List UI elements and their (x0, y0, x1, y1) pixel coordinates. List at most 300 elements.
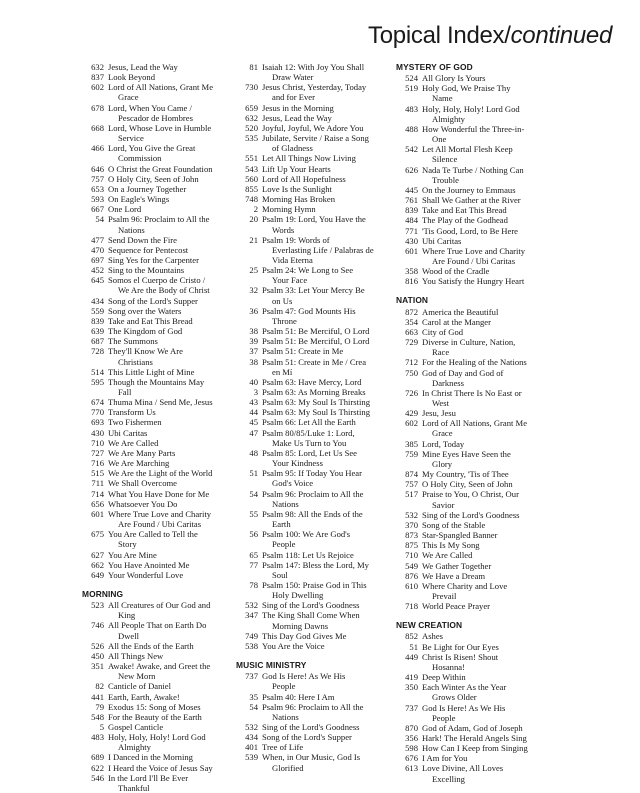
index-entry (396, 124, 546, 144)
hymn-title: Holy, Holy, Holy! Lord God (422, 103, 520, 114)
hymn-title: Whatsoever You Do (108, 498, 178, 509)
hymn-title-continued: Holy Dwelling (272, 590, 324, 601)
index-entry (82, 235, 232, 245)
index-entry (236, 123, 386, 133)
index-entry (82, 773, 232, 793)
hymn-number: 430 (405, 235, 418, 246)
index-entry (396, 530, 546, 540)
hymn-number: 593 (91, 194, 104, 205)
index-entry (396, 307, 546, 317)
hymn-number: 350 (405, 682, 418, 693)
hymn-title: Psalm 63: My Soul Is Thirsting (262, 397, 370, 408)
index-entry (82, 560, 232, 570)
index-entry (82, 489, 232, 499)
hymn-title: We Are Many Parts (108, 447, 176, 458)
hymn-title: Star-Spangled Banner (422, 530, 498, 541)
index-entry (236, 184, 386, 194)
hymn-title: You Have Anointed Me (108, 559, 190, 570)
hymn-number: 484 (405, 215, 418, 226)
index-entry (396, 642, 546, 652)
hymn-number: 543 (245, 163, 258, 174)
index-entry (82, 529, 232, 549)
hymn-number: 687 (91, 336, 104, 347)
index-entry (236, 336, 386, 346)
hymn-number: 676 (405, 753, 418, 764)
hymn-number: 646 (91, 163, 104, 174)
hymn-title: O Holy City, Seen of John (422, 479, 513, 490)
hymn-number: 21 (249, 234, 258, 245)
index-entry (82, 651, 232, 661)
index-entry (82, 499, 232, 509)
hymn-number: 632 (91, 62, 104, 72)
hymn-title: We Are the Light of the World (108, 468, 213, 479)
index-entry (396, 226, 546, 236)
index-entry (396, 144, 546, 164)
hymn-number: 32 (249, 285, 258, 296)
hymn-title-continued: Your Face (272, 275, 308, 286)
hymn-number: 876 (405, 570, 418, 581)
hymn-title: All People That on Earth Do (108, 620, 207, 631)
hymn-number: 737 (245, 671, 258, 682)
hymn-number: 385 (405, 438, 418, 449)
index-entry (396, 550, 546, 560)
hymn-number: 870 (405, 722, 418, 733)
hymn-number: 38 (249, 356, 258, 367)
index-entry (236, 357, 386, 377)
hymn-title: Where True Love and Charity (108, 508, 212, 519)
hymn-title: Psalm 66: Let All the Earth (262, 417, 356, 428)
hymn-title: You Satisfy the Hungry Heart (422, 276, 525, 287)
hymn-title-continued: God's Voice (272, 478, 314, 489)
hymn-title: Psalm 33: Let Your Mercy Be (262, 285, 365, 296)
index-entry (396, 73, 546, 83)
hymn-title: Love Is the Sunlight (262, 183, 332, 194)
hymn-title-continued: Grace (432, 428, 453, 439)
topic-heading: NATION (396, 295, 429, 306)
hymn-title-continued: Trouble (432, 174, 459, 185)
hymn-number: 532 (245, 600, 258, 611)
hymn-title: Look Beyond (108, 72, 156, 83)
index-entry (236, 214, 386, 234)
hymn-number: 659 (245, 102, 258, 113)
hymn-title-continued: Earth (272, 519, 291, 530)
hymn-number: 759 (405, 448, 418, 459)
hymn-title-continued: Dwell (118, 630, 140, 641)
hymn-title: Canticle of Daniel (108, 681, 171, 692)
hymn-number: 25 (249, 265, 258, 276)
index-entry (396, 682, 546, 702)
index-entry (82, 377, 232, 397)
index-entry (236, 580, 386, 600)
hymn-title: Psalm 85: Lord, Let Us See (262, 447, 357, 458)
hymn-number: 81 (249, 62, 258, 72)
hymn-title-continued: Nations (272, 498, 299, 509)
hymn-title: How Can I Keep from Singing (422, 743, 528, 754)
hymn-number: 51 (409, 641, 418, 652)
hymn-number: 51 (249, 468, 258, 479)
index-entry (82, 661, 232, 681)
index-entry (236, 133, 386, 153)
hymn-title: City of God (422, 326, 464, 337)
hymn-title-continued: on Us (272, 295, 293, 306)
hymn-number: 520 (245, 122, 258, 133)
index-entry (82, 316, 232, 326)
index-entry (236, 153, 386, 163)
hymn-title: Thuma Mina / Send Me, Jesus (108, 397, 213, 408)
index-entry (82, 143, 232, 163)
index-entry (236, 265, 386, 285)
hymn-title-continued: Words (272, 224, 295, 235)
hymn-title: Lord of All Nations, Grant Me (422, 418, 528, 429)
index-entry (82, 509, 232, 529)
hymn-number: 44 (249, 407, 258, 418)
hymn-title: Psalm 147: Bless the Lord, My (262, 559, 369, 570)
index-entry (396, 652, 546, 672)
hymn-title-continued: Glorified (272, 762, 304, 773)
hymn-number: 595 (91, 376, 104, 387)
index-entry (82, 458, 232, 468)
hymn-number: 697 (91, 254, 104, 265)
hymn-title: Sing to the Mountains (108, 265, 185, 276)
hymn-title: Your Wonderful Love (108, 569, 184, 580)
hymn-number: 839 (91, 315, 104, 326)
index-entry (82, 336, 232, 346)
hymn-title-continued: West (432, 398, 449, 408)
hymn-title-continued: Story (118, 539, 137, 550)
index-entry (82, 184, 232, 194)
hymn-title: Morning Has Broken (262, 194, 336, 205)
index-entry (82, 346, 232, 366)
index-entry (236, 285, 386, 305)
hymn-title: All the Ends of the Earth (108, 640, 194, 651)
index-entry (82, 417, 232, 427)
hymn-title: For the Beauty of the Earth (108, 711, 202, 722)
index-entry (236, 468, 386, 488)
hymn-number: 450 (91, 650, 104, 661)
hymn-number: 770 (91, 407, 104, 418)
hymn-number: 542 (405, 144, 418, 155)
hymn-number: 78 (249, 579, 258, 590)
title-main: Topical Index/ (368, 22, 511, 49)
index-entry (396, 601, 546, 611)
index-entry (396, 388, 546, 408)
hymn-number: 875 (405, 540, 418, 551)
index-entry (396, 571, 546, 581)
hymn-title: Jesus Christ, Yesterday, Today (262, 82, 367, 93)
index-entry (236, 529, 386, 549)
hymn-title: Somos el Cuerpo de Cristo / (108, 275, 206, 286)
hymn-number: 560 (245, 173, 258, 184)
index-entry (396, 418, 546, 438)
index-entry (82, 438, 232, 448)
index-entry (236, 428, 386, 448)
hymn-number: 627 (91, 549, 104, 560)
hymn-title: America the Beautiful (422, 306, 499, 317)
hymn-number: 551 (245, 153, 258, 164)
hymn-number: 434 (91, 295, 104, 306)
hymn-title: O Holy City, Seen of John (108, 173, 199, 184)
hymn-title: Jubilate, Servite / Raise a Song (262, 133, 369, 144)
index-entry (396, 753, 546, 763)
hymn-number: 519 (405, 83, 418, 94)
hymn-title-continued: Draw Water (272, 72, 314, 83)
hymn-title: Lord, When You Came / (108, 102, 192, 113)
index-entry (82, 620, 232, 640)
hymn-number: 749 (245, 630, 258, 641)
index-entry (396, 520, 546, 530)
hymn-title-continued: of Gladness (272, 143, 313, 154)
hymn-title: I Am for You (422, 753, 468, 764)
index-entry (236, 550, 386, 560)
index-entry (236, 600, 386, 610)
hymn-number: 515 (91, 468, 104, 479)
hymn-title-continued: Fall (118, 387, 132, 397)
hymn-title: World Peace Prayer (422, 601, 491, 612)
hymn-title: For the Healing of the Nations (422, 357, 527, 368)
index-entry (82, 367, 232, 377)
hymn-title-continued: Thankful (118, 782, 150, 793)
index-entry (82, 275, 232, 295)
hymn-number: 36 (249, 305, 258, 316)
hymn-number: 55 (249, 508, 258, 519)
hymn-title: When, in Our Music, God Is (262, 752, 361, 763)
hymn-number: 675 (91, 529, 104, 540)
index-entry (82, 722, 232, 732)
hymn-number: 730 (245, 82, 258, 93)
hymn-number: 39 (249, 336, 258, 347)
index-entry (396, 723, 546, 733)
index-entry (396, 469, 546, 479)
hymn-title: We Are Called (422, 550, 473, 561)
hymn-title: Psalm 96: Proclaim to All the (262, 701, 364, 712)
index-entry (82, 763, 232, 773)
hymn-title: Psalm 63: Have Mercy, Lord (262, 376, 362, 387)
hymn-title: God Is Here! As We His (262, 671, 346, 682)
hymn-title-continued: Your Kindness (272, 458, 323, 469)
hymn-number: 602 (91, 82, 104, 93)
hymn-number: 748 (245, 194, 258, 205)
hymn-title-continued: Prevail (432, 590, 457, 601)
hymn-title: Psalm 96: Proclaim to All the (108, 214, 210, 225)
hymn-number: 351 (91, 661, 104, 672)
index-entry (236, 631, 386, 641)
hymn-title: Psalm 19: Lord, You Have the (262, 214, 366, 225)
hymn-title: We Are Marching (108, 458, 170, 469)
hymn-number: 356 (405, 733, 418, 743)
hymn-number: 816 (405, 276, 418, 287)
hymn-title: Psalm 19: Words of (262, 234, 330, 245)
hymn-title: Exodus 15: Song of Moses (108, 701, 201, 712)
hymn-number: 48 (249, 447, 258, 458)
topic-heading: NEW CREATION (396, 620, 463, 631)
hymn-number: 523 (91, 600, 104, 611)
index-entry (82, 732, 232, 752)
hymn-title: In the Lord I'll Be Ever (108, 772, 189, 783)
hymn-title-continued: King (118, 610, 136, 621)
hymn-number: 429 (405, 408, 418, 419)
index-entry (82, 72, 232, 82)
hymn-number: 2 (253, 204, 258, 215)
hymn-title: Christ Is Risen! Shout (422, 651, 499, 662)
hymn-number: 483 (405, 103, 418, 114)
index-entry (82, 468, 232, 478)
index-entry (236, 489, 386, 509)
index-entry (82, 245, 232, 255)
hymn-title: Tree of Life (262, 742, 304, 753)
hymn-number: 20 (249, 214, 258, 225)
hymn-title-continued: Silence (432, 154, 458, 165)
hymn-title: Transform Us (108, 407, 156, 418)
hymn-number: 727 (91, 447, 104, 458)
hymn-title-continued: Nations (272, 711, 299, 722)
hymn-title: Psalm 100: We Are God's (262, 529, 351, 540)
hymn-title: Two Fishermen (108, 417, 162, 428)
hymn-title: Carol at the Manger (422, 316, 491, 327)
hymn-number: 613 (405, 763, 418, 774)
hymn-number: 714 (91, 488, 104, 499)
hymn-title: Wood of the Cradle (422, 266, 490, 277)
hymn-number: 761 (405, 195, 418, 206)
index-entry (236, 306, 386, 326)
hymn-number: 54 (95, 214, 104, 225)
index-entry (236, 164, 386, 174)
hymn-number: 47 (249, 427, 258, 438)
hymn-number: 452 (91, 265, 104, 276)
hymn-title: How Wonderful the Three-in- (422, 123, 525, 134)
hymn-title-continued: and for Ever (272, 92, 315, 103)
hymn-number: 539 (245, 752, 258, 763)
hymn-number: 737 (405, 702, 418, 713)
hymn-title-continued: Are Found / Ubi Caritas (118, 519, 202, 530)
hymn-title: This Is My Song (422, 540, 480, 551)
hymn-title: All Glory Is Yours (422, 73, 486, 84)
hymn-title: Deep Within (422, 672, 466, 683)
hymn-number: 757 (91, 173, 104, 184)
index-entry (82, 174, 232, 184)
hymn-title: Psalm 80/85/Luke 1: Lord, (262, 427, 355, 438)
hymn-number: 546 (91, 772, 104, 783)
index-entry (82, 712, 232, 722)
hymn-title: Take and Eat This Bread (108, 315, 193, 326)
hymn-number: 689 (91, 752, 104, 763)
hymn-title: In Christ There Is No East or (422, 387, 522, 398)
index-entry (396, 205, 546, 215)
hymn-title: Lord of All Nations, Grant Me (108, 82, 214, 93)
hymn-title-continued: Almighty (118, 742, 151, 753)
hymn-title: Psalm 63: My Soul Is Thirsting (262, 407, 370, 418)
index-entry (396, 479, 546, 489)
hymn-title-continued: Grace (118, 92, 139, 103)
hymn-number: 610 (405, 580, 418, 591)
hymn-number: 662 (91, 559, 104, 570)
hymn-number: 483 (91, 732, 104, 743)
hymn-title: Sequence for Pentecost (108, 244, 189, 255)
hymn-number: 434 (245, 732, 258, 743)
hymn-number: 419 (405, 672, 418, 683)
hymn-title: Shall We Gather at the River (422, 195, 521, 206)
hymn-title: Sing Yes for the Carpenter (108, 254, 199, 265)
index-entry (236, 671, 386, 691)
index-entry (82, 326, 232, 336)
hymn-title: Where Charity and Love (422, 580, 508, 591)
hymn-title: Psalm 95: If Today You Hear (262, 468, 362, 479)
hymn-number: 663 (405, 326, 418, 337)
hymn-number: 601 (91, 508, 104, 519)
hymn-number: 358 (405, 266, 418, 277)
hymn-number: 771 (405, 225, 418, 236)
hymn-title: You Are Called to Tell the (108, 529, 198, 540)
hymn-title: This Little Light of Mine (108, 366, 195, 377)
hymn-title-continued: People (272, 681, 296, 692)
index-entry (82, 448, 232, 458)
index-entry (82, 164, 232, 174)
hymn-title-continued: Christians (118, 356, 153, 367)
hymn-title: What You Have Done for Me (108, 488, 210, 499)
index-entry (236, 722, 386, 732)
hymn-number: 874 (405, 469, 418, 480)
hymn-number: 602 (405, 418, 418, 429)
hymn-number: 674 (91, 397, 104, 408)
hymn-title: I Heard the Voice of Jesus Say (108, 762, 213, 773)
hymn-number: 466 (91, 143, 104, 154)
hymn-number: 37 (249, 346, 258, 357)
hymn-title-continued: Commission (118, 153, 162, 164)
hymn-number: 757 (405, 479, 418, 490)
index-entry (236, 326, 386, 336)
hymn-title: Psalm 63: As Morning Breaks (262, 387, 366, 397)
hymn-title: Song of the Lord's Supper (262, 732, 352, 743)
hymn-number: 370 (405, 519, 418, 530)
hymn-title: Let All Mortal Flesh Keep (422, 144, 513, 155)
hymn-title: On the Journey to Emmaus (422, 184, 516, 195)
index-entry (396, 489, 546, 509)
hymn-number: 712 (405, 357, 418, 368)
hymn-title-continued: Nations (118, 224, 145, 235)
index-entry (82, 62, 232, 72)
hymn-number: 477 (91, 234, 104, 245)
index-entry (396, 561, 546, 571)
hymn-title-continued: Hosanna! (432, 661, 465, 672)
hymn-title: Song of the Lord's Supper (108, 295, 198, 306)
index-entry (396, 357, 546, 367)
index-entry (236, 397, 386, 407)
hymn-title: Jesus, Lead the Way (262, 112, 332, 123)
hymn-title: Lift Up Your Hearts (262, 163, 331, 174)
hymn-title: We Are Called (108, 437, 159, 448)
hymn-title-continued: Pescador de Hombres (118, 112, 193, 123)
index-entry (396, 236, 546, 246)
hymn-number: 532 (245, 722, 258, 732)
index-entry (236, 113, 386, 123)
hymn-number: 56 (249, 529, 258, 540)
hymn-title: Morning Hymn (262, 204, 316, 215)
index-entry (82, 692, 232, 702)
hymn-number: 526 (91, 640, 104, 651)
hymn-title: This Day God Gives Me (262, 630, 347, 641)
index-entry (396, 266, 546, 276)
hymn-number: 535 (245, 133, 258, 144)
index-entry (396, 672, 546, 682)
hymn-number: 43 (249, 397, 258, 408)
hymn-title: The Kingdom of God (108, 326, 183, 337)
index-entry (236, 641, 386, 651)
hymn-number: 441 (91, 691, 104, 702)
hymn-number: 668 (91, 122, 104, 133)
hymn-title: Gospel Canticle (108, 722, 164, 732)
hymn-title: Jesus, Lead the Way (108, 62, 178, 72)
index-entry (236, 509, 386, 529)
hymn-title: All Things New (108, 650, 164, 661)
